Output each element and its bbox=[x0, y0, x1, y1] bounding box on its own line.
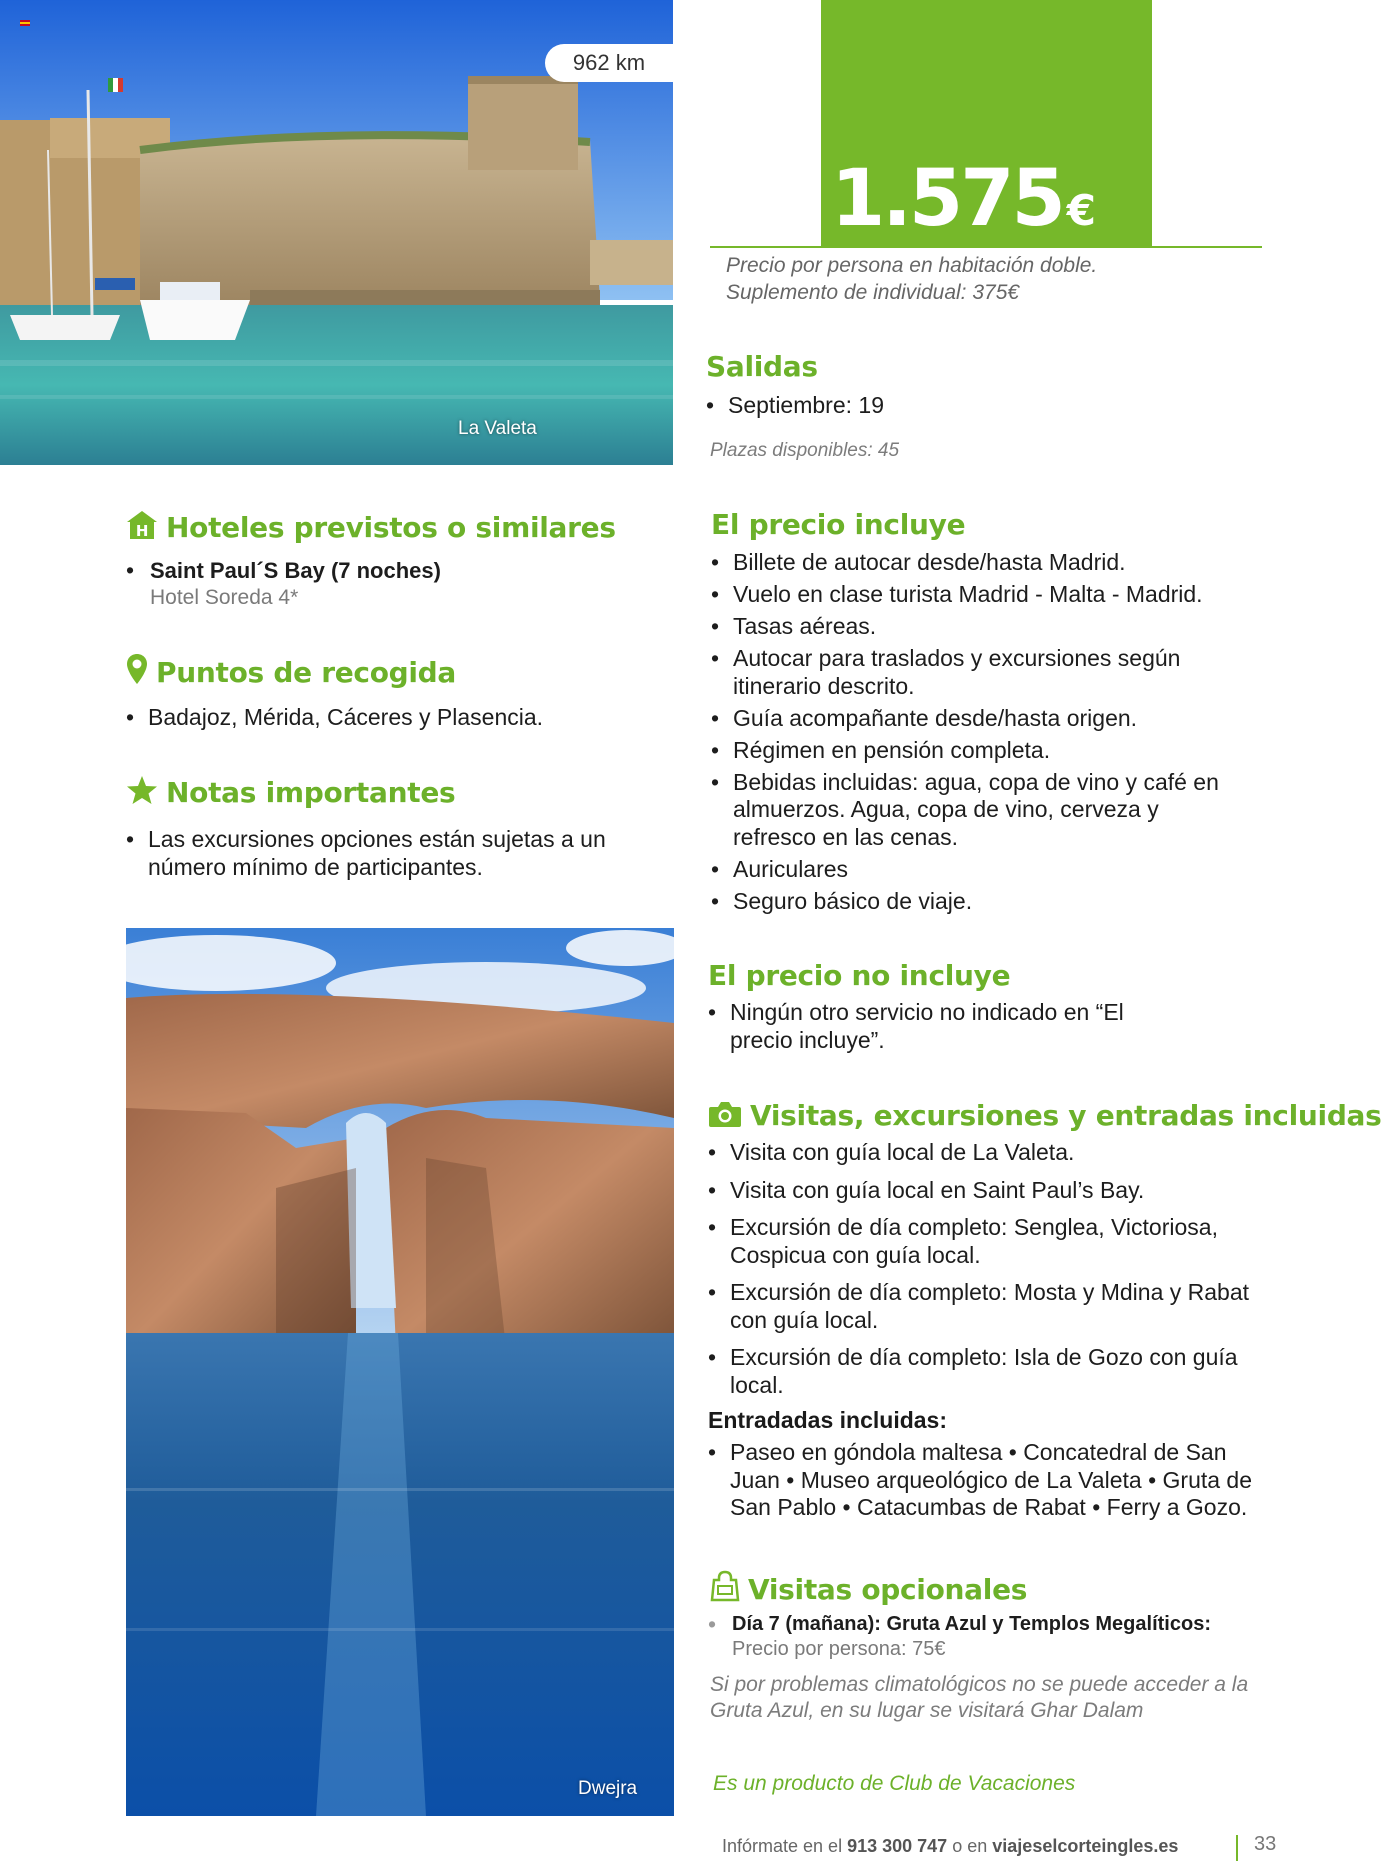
incluye-item: • Auriculares bbox=[711, 856, 1246, 884]
incluye-item: • Guía acompañante desde/hasta origen. bbox=[711, 705, 1246, 733]
visitas-heading bbox=[708, 1099, 1382, 1135]
star-icon bbox=[126, 775, 158, 812]
notas-heading bbox=[126, 775, 455, 812]
recogida-item: • Badajoz, Mérida, Cáceres y Plasencia. bbox=[126, 704, 646, 732]
recogida-title: Puntos de recogida bbox=[156, 656, 457, 689]
footer-website-link[interactable]: viajeselcorteingles.es bbox=[992, 1836, 1179, 1856]
salidas-item: • Septiembre: 19 bbox=[706, 392, 1246, 420]
opcionales-list bbox=[708, 1611, 1268, 1667]
visitas-list bbox=[708, 1139, 1258, 1404]
incluye-list bbox=[711, 549, 1246, 920]
photo-caption-la-valeta: La Valeta bbox=[458, 418, 537, 439]
hoteles-title: Hoteles previstos o similares bbox=[166, 511, 616, 544]
visitas-item: • Visita con guía local de La Valeta. bbox=[708, 1139, 1258, 1167]
hotel-name: Hotel Soreda 4* bbox=[150, 585, 299, 609]
photo-la-valeta bbox=[0, 0, 673, 458]
opcionales-title: Visitas opcionales bbox=[748, 1573, 1028, 1606]
salidas-list bbox=[706, 392, 1246, 424]
footer-text-mid: o en bbox=[952, 1836, 988, 1856]
visitas-item: • Excursión de día completo: Mosta y Mdina y Rabat con guía local. bbox=[708, 1279, 1258, 1334]
photo-caption-dwejra: Dwejra bbox=[578, 1778, 638, 1799]
opcionales-item bbox=[708, 1611, 1268, 1662]
visitas-item: • Visita con guía local en Saint Paul’s Bay. bbox=[708, 1177, 1258, 1205]
product-note: Es un producto de Club de Vacaciones bbox=[713, 1772, 1076, 1795]
opcionales-item-title: • Día 7 (mañana): Gruta Azul y Templos Megalíticos: bbox=[732, 1613, 1211, 1635]
visitas-item: • Excursión de día completo: Senglea, Victoriosa, Cospicua con guía local. bbox=[708, 1214, 1258, 1269]
notas-list bbox=[126, 826, 646, 886]
opcionales-heading bbox=[710, 1570, 1027, 1609]
hoteles-heading bbox=[126, 510, 616, 547]
no-incluye-heading: El precio no incluye bbox=[708, 959, 1011, 992]
svg-text:H: H bbox=[135, 522, 149, 540]
incluye-item: • Billete de autocar desde/hasta Madrid. bbox=[711, 549, 1246, 577]
hoteles-list bbox=[126, 557, 646, 614]
incluye-heading: El precio incluye bbox=[711, 508, 966, 541]
incluye-item: • Régimen en pensión completa. bbox=[711, 737, 1246, 765]
no-incluye-list bbox=[708, 999, 1128, 1059]
notas-title: Notas importantes bbox=[166, 776, 456, 809]
no-incluye-item: • Ningún otro servicio no indicado en “El precio incluye”. bbox=[708, 999, 1128, 1054]
photo-dwejra-illustration bbox=[126, 928, 674, 1816]
price-divider bbox=[710, 246, 1262, 248]
hotel-icon bbox=[126, 510, 158, 547]
incluye-item: • Bebidas incluidas: agua, copa de vino y café en almuerzos. Agua, copa de vino, cerveza y refresco en las cenas. bbox=[711, 769, 1246, 852]
plazas-disponibles: Plazas disponibles: 45 bbox=[710, 440, 900, 461]
price-amount bbox=[831, 154, 1096, 244]
visitas-title: Visitas, excursiones y entradas incluidas bbox=[750, 1099, 1382, 1132]
opcionales-note: Si por problemas climatológicos no se puede acceder a la Gruta Azul, en su lugar se visitará Ghar Dalam bbox=[710, 1673, 1249, 1722]
price-note bbox=[726, 252, 1097, 306]
footer-text-pre: Infórmate en el bbox=[722, 1836, 843, 1856]
visitas-item: • Excursión de día completo: Isla de Gozo con guía local. bbox=[708, 1344, 1258, 1399]
entradas-list bbox=[708, 1439, 1268, 1526]
incluye-item: • Autocar para traslados y excursiones según itinerario descrito. bbox=[711, 645, 1246, 700]
notas-item: • Las excursiones opciones están sujetas a un número mínimo de participantes. bbox=[126, 826, 646, 881]
opcionales-item-price: Precio por persona: 75€ bbox=[732, 1638, 946, 1660]
price-note-line2: Suplemento de individual: 375€ bbox=[726, 281, 1020, 304]
entradas-item: • Paseo en góndola maltesa • Concatedral de San Juan • Museo arqueológico de La Valeta • Gruta de San Pablo • Catacumbas de Rabat • Ferry a Gozo. bbox=[708, 1439, 1268, 1522]
page-number-divider bbox=[1236, 1835, 1238, 1861]
salidas-heading: Salidas bbox=[706, 350, 818, 383]
map-pin-icon bbox=[126, 653, 148, 692]
price-note-line1: Precio por persona en habitación doble. bbox=[726, 254, 1098, 277]
recogida-list bbox=[126, 704, 646, 736]
recogida-heading bbox=[126, 653, 456, 692]
entradas-heading: Entradadas incluidas: bbox=[708, 1407, 948, 1433]
incluye-item: • Seguro básico de viaje. bbox=[711, 888, 1246, 916]
price-currency: € bbox=[1066, 186, 1096, 235]
price-box bbox=[821, 0, 1152, 246]
price-value: 1.575 bbox=[831, 154, 1063, 244]
photo-dwejra bbox=[126, 928, 674, 1816]
camera-icon bbox=[708, 1100, 742, 1135]
ticket-icon bbox=[710, 1570, 740, 1609]
language-flag-icon bbox=[20, 20, 30, 26]
hotel-location: • Saint Paul´S Bay (7 noches) bbox=[150, 558, 441, 583]
footer-phone[interactable]: 913 300 747 bbox=[847, 1836, 948, 1856]
incluye-item: • Vuelo en clase turista Madrid - Malta - Madrid. bbox=[711, 581, 1246, 609]
distance-badge: 962 km bbox=[545, 44, 673, 82]
hotel-item bbox=[126, 557, 646, 610]
incluye-item: • Tasas aéreas. bbox=[711, 613, 1246, 641]
page-number: 33 bbox=[1254, 1833, 1277, 1855]
footer-info bbox=[722, 1836, 1178, 1857]
